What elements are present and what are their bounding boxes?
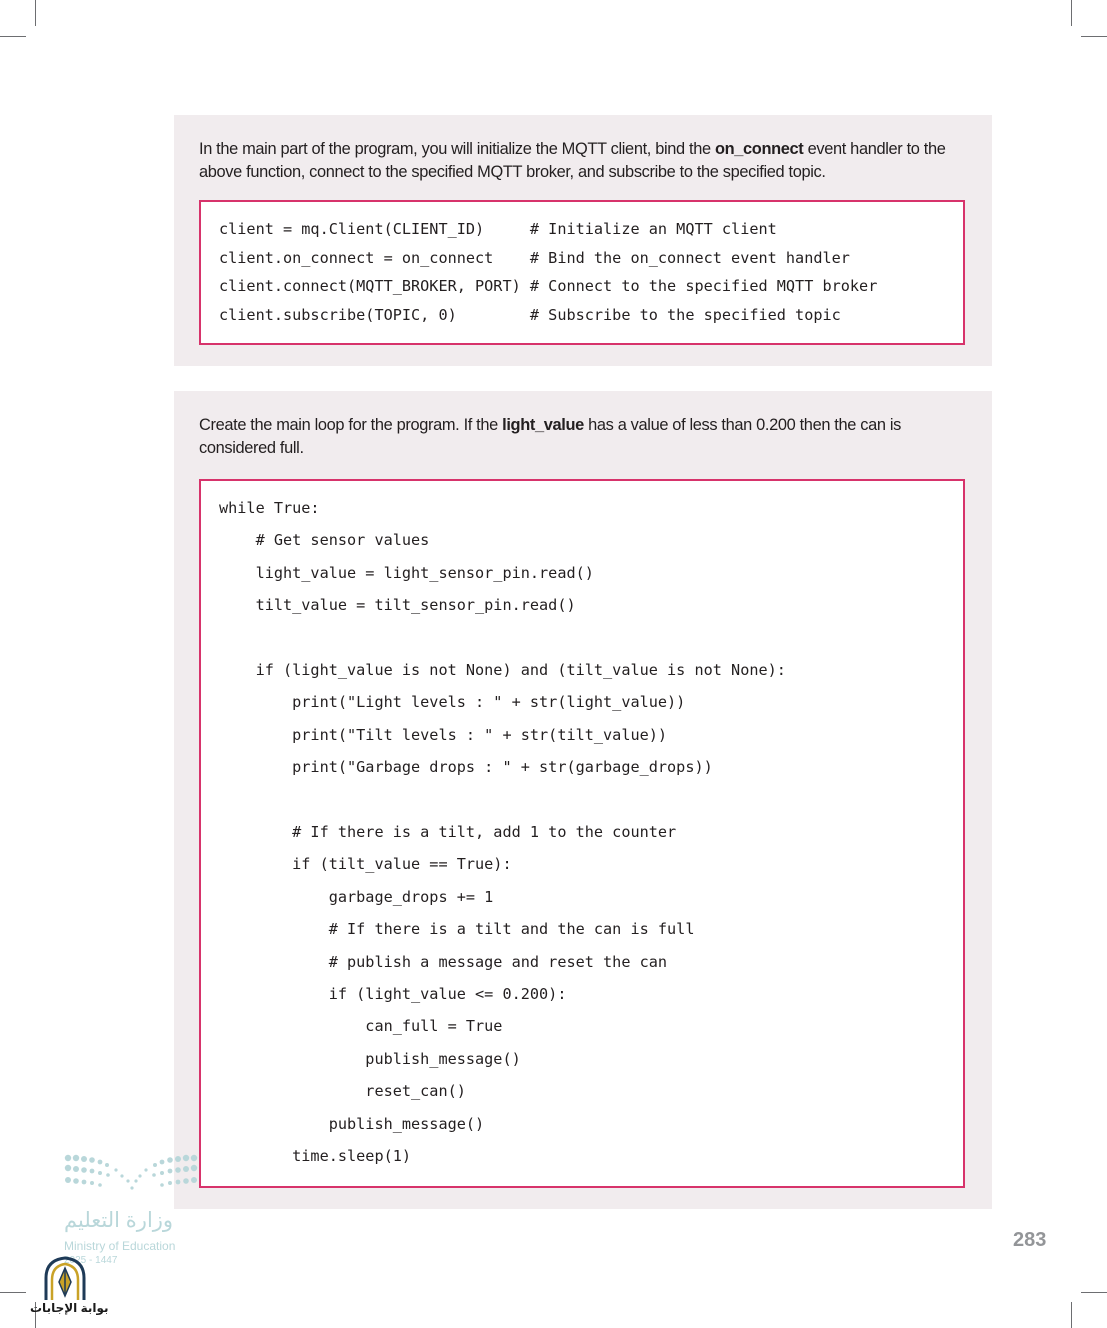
crop-mark bbox=[0, 1292, 26, 1293]
crop-mark bbox=[1081, 1292, 1107, 1293]
code-line: garbage_drops += 1 bbox=[219, 887, 494, 906]
main-loop-instructions bbox=[199, 414, 968, 460]
ministry-logo-icon bbox=[62, 1150, 202, 1196]
code-line: if (tilt_value == True): bbox=[219, 855, 512, 874]
code-line: publish_message() bbox=[219, 1114, 485, 1133]
code-line: publish_message() bbox=[219, 1049, 521, 1068]
main-loop-panel bbox=[174, 391, 992, 1209]
code-line: # publish a message and reset the can bbox=[219, 952, 668, 971]
code-line: while True: bbox=[219, 499, 320, 517]
code-line: if (light_value <= 0.200): bbox=[219, 985, 567, 1003]
mqtt-init-panel bbox=[174, 115, 992, 366]
crop-mark bbox=[35, 0, 36, 26]
code-line: # If there is a tilt, add 1 to the counter bbox=[219, 823, 677, 841]
ministry-year: 2025 - 1447 bbox=[64, 1255, 118, 1266]
code-line: client = mq.Client(CLIENT_ID) # Initialize an MQTT client bbox=[219, 220, 777, 238]
code-line: if (light_value is not None) and (tilt_value is not None): bbox=[219, 661, 786, 679]
answers-gate-logo-icon bbox=[42, 1256, 88, 1302]
code-line: print("Garbage drops : " + str(garbage_drops)) bbox=[219, 758, 713, 777]
code-line: print("Tilt levels : " + str(tilt_value)) bbox=[219, 725, 668, 744]
intro-text: has a value of less than 0.200 then the can is considered full. bbox=[199, 416, 901, 457]
code-line: time.sleep(1) bbox=[219, 1147, 412, 1165]
intro-text: In the main part of the program, you will initialize the MQTT client, bind the bbox=[199, 140, 715, 158]
code-line: print("Light levels : " + str(light_value)) bbox=[219, 693, 686, 712]
code-line: reset_can() bbox=[219, 1082, 466, 1101]
code-line: client.on_connect = on_connect # Bind the on_connect event handler bbox=[219, 248, 850, 267]
mqtt-init-code-block bbox=[199, 200, 965, 345]
crop-mark bbox=[0, 36, 26, 37]
ministry-name-arabic: وزارة التعليم bbox=[64, 1209, 174, 1232]
intro-text: Create the main loop for the program. If the bbox=[199, 416, 503, 434]
code-line: tilt_value = tilt_sensor_pin.read() bbox=[219, 596, 576, 615]
code-line: client.connect(MQTT_BROKER, PORT) # Connect to the specified MQTT broker bbox=[219, 277, 878, 296]
crop-mark bbox=[1071, 0, 1072, 26]
mqtt-init-instructions bbox=[199, 138, 968, 184]
code-line: client.subscribe(TOPIC, 0) # Subscribe to the specified topic bbox=[219, 306, 841, 325]
code-line: can_full = True bbox=[219, 1017, 503, 1036]
answers-gate-watermark: بوابة الإجابات bbox=[30, 1301, 109, 1315]
code-line: # Get sensor values bbox=[219, 531, 430, 550]
inline-code-term: on_connect bbox=[714, 140, 804, 158]
ministry-name-english: Ministry of Education bbox=[64, 1239, 176, 1253]
inline-code-term: light_value bbox=[502, 416, 584, 434]
page-number: 283 bbox=[1013, 1229, 1047, 1251]
crop-mark bbox=[1071, 1302, 1072, 1328]
intro-text: event handler to the above function, connect to the specified MQTT broker, and subscribe to the specified topic. bbox=[199, 140, 946, 181]
main-loop-code-block bbox=[199, 479, 965, 1188]
crop-mark bbox=[1081, 36, 1107, 37]
code-line: # If there is a tilt and the can is full bbox=[219, 920, 695, 939]
code-line: light_value = light_sensor_pin.read() bbox=[219, 563, 594, 582]
